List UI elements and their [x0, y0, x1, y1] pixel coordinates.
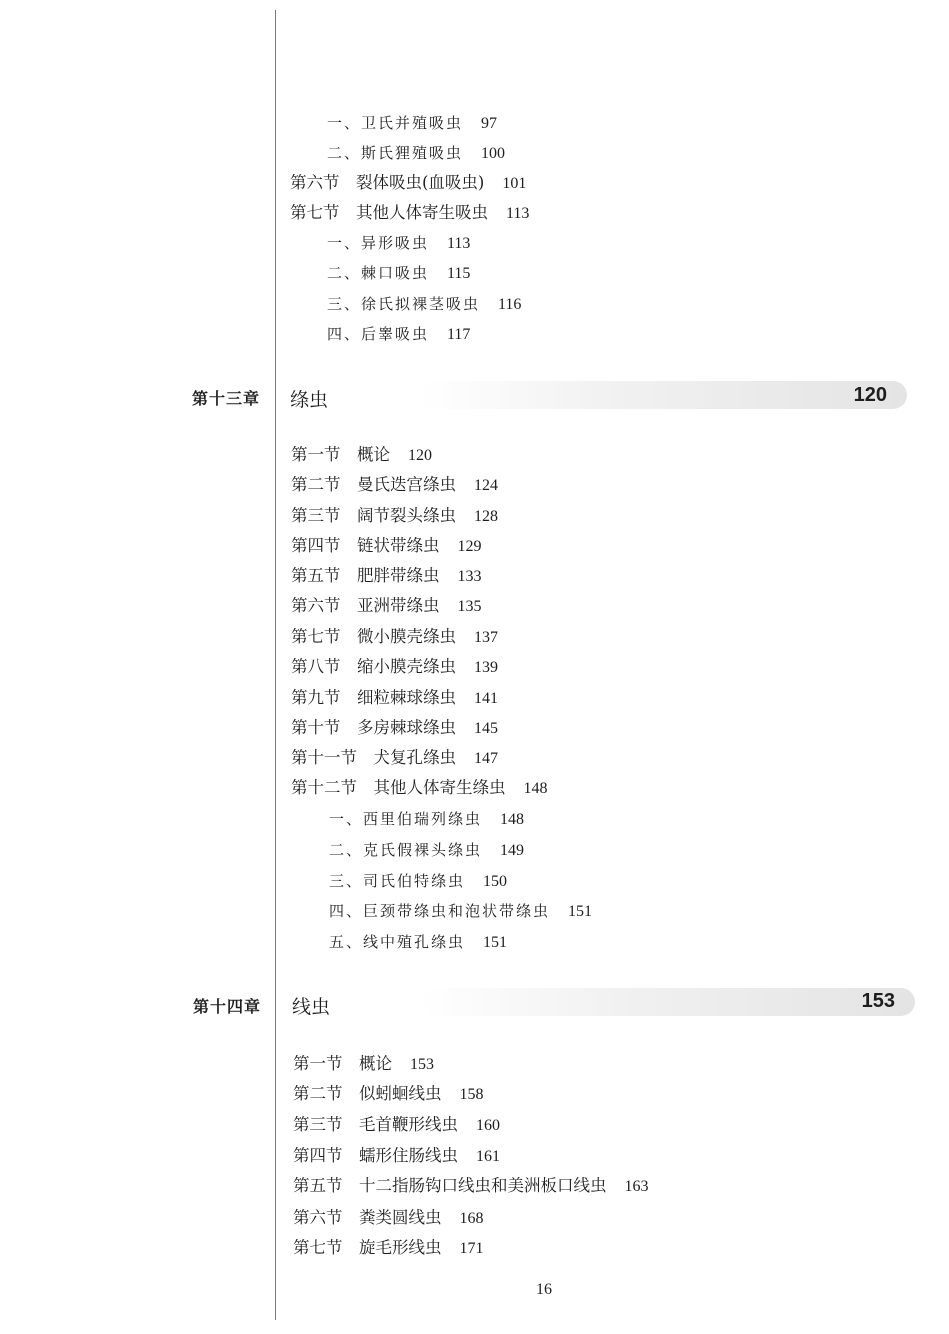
entry-title: 第六节 亚洲带绦虫 [291, 596, 440, 615]
toc-entry[interactable] [329, 871, 507, 892]
entry-page: 171 [459, 1240, 484, 1257]
entry-page: 150 [483, 873, 508, 890]
entry-title: 第四节 链状带绦虫 [291, 536, 440, 555]
entry-page: 161 [476, 1148, 500, 1165]
entry-page: 128 [474, 508, 498, 525]
entry-page: 113 [506, 205, 530, 222]
entry-title: 第八节 缩小膜壳绦虫 [291, 657, 456, 676]
toc-entry[interactable] [290, 173, 526, 194]
toc-entry[interactable] [327, 233, 470, 254]
entry-title: 二、棘口吸虫 [327, 264, 430, 282]
entry-title: 第七节 微小膜壳绦虫 [291, 627, 456, 646]
entry-page: 120 [408, 447, 432, 464]
toc-entry[interactable] [291, 627, 498, 648]
toc-entry[interactable] [327, 263, 470, 284]
toc-entry[interactable] [291, 566, 482, 587]
entry-page: 101 [502, 175, 527, 192]
entry-title: 第九节 细粒棘球绦虫 [291, 688, 456, 707]
chapter-title: 绦虫 [290, 389, 329, 411]
toc-entry[interactable] [291, 506, 498, 527]
toc-entry[interactable] [291, 536, 482, 557]
toc-entry[interactable] [291, 778, 548, 799]
toc-entry[interactable] [293, 1176, 649, 1197]
entry-title: 第六节 粪类圆线虫 [293, 1208, 442, 1227]
chapter-page: 120 [853, 384, 887, 406]
entry-title: 一、西里伯瑞列绦虫 [329, 810, 483, 828]
entry-page: 139 [474, 659, 498, 676]
entry-page: 148 [523, 780, 548, 797]
margin-rule [275, 10, 276, 1320]
toc-entry[interactable] [291, 657, 498, 678]
entry-title: 第十节 多房棘球绦虫 [291, 718, 456, 737]
toc-entry[interactable] [293, 1084, 484, 1105]
entry-page: 141 [474, 690, 498, 707]
entry-page: 117 [447, 326, 471, 343]
toc-entry[interactable] [327, 143, 505, 164]
toc-entry[interactable] [291, 748, 498, 769]
entry-page: 129 [457, 538, 482, 555]
entry-title: 二、克氏假裸头绦虫 [329, 841, 483, 859]
toc-entry[interactable] [327, 113, 497, 134]
entry-page: 158 [459, 1086, 484, 1103]
entry-page: 116 [498, 296, 522, 313]
entry-title: 三、司氏伯特绦虫 [329, 872, 466, 890]
entry-page: 151 [483, 934, 508, 951]
entry-title: 四、后睾吸虫 [327, 325, 430, 343]
toc-entry[interactable] [291, 596, 482, 617]
toc-entry[interactable] [329, 932, 507, 953]
toc-entry[interactable] [293, 1054, 434, 1075]
entry-title: 第七节 旋毛形线虫 [293, 1238, 442, 1257]
toc-entry[interactable] [293, 1115, 500, 1136]
entry-title: 第二节 曼氏迭宫绦虫 [291, 475, 456, 494]
entry-title: 第三节 毛首鞭形线虫 [293, 1115, 458, 1134]
entry-page: 97 [481, 115, 498, 132]
entry-title: 第十一节 犬复孔绦虫 [291, 748, 456, 767]
entry-page: 153 [410, 1056, 434, 1073]
toc-entry[interactable] [329, 840, 524, 861]
entry-page: 145 [474, 720, 498, 737]
entry-title: 第五节 肥胖带绦虫 [291, 566, 440, 585]
toc-entry[interactable] [291, 688, 498, 709]
entry-title: 四、巨颈带绦虫和泡状带绦虫 [329, 902, 551, 920]
entry-page: 149 [500, 842, 525, 859]
toc-entry[interactable] [329, 901, 592, 922]
entry-page: 168 [459, 1210, 484, 1227]
chapter-label: 第十三章 [192, 389, 261, 408]
toc-entry[interactable] [293, 1238, 484, 1259]
entry-page: 133 [457, 568, 482, 585]
entry-title: 第四节 蠕形住肠线虫 [293, 1146, 458, 1165]
entry-title: 第二节 似蚓蛔线虫 [293, 1084, 442, 1103]
entry-title: 第一节 概论 [291, 445, 390, 464]
entry-page: 151 [568, 903, 593, 920]
entry-title: 第三节 阔节裂头绦虫 [291, 506, 456, 525]
toc-entry[interactable] [293, 1208, 484, 1229]
entry-page: 115 [447, 265, 471, 282]
toc-entry[interactable] [327, 324, 470, 345]
chapter-page: 153 [861, 990, 895, 1012]
toc-entry[interactable] [293, 1146, 500, 1167]
entry-page: 147 [474, 750, 498, 767]
entry-page: 124 [474, 477, 498, 494]
entry-title: 第六节 裂体吸虫(血吸虫) [290, 173, 485, 192]
entry-title: 第十二节 其他人体寄生绦虫 [291, 778, 506, 797]
entry-page: 100 [481, 145, 506, 162]
toc-entry[interactable] [329, 809, 524, 830]
entry-title: 二、斯氏狸殖吸虫 [327, 144, 464, 162]
entry-page: 148 [500, 811, 525, 828]
entry-title: 三、徐氏拟裸茎吸虫 [327, 295, 481, 313]
entry-page: 160 [476, 1117, 500, 1134]
entry-title: 第七节 其他人体寄生吸虫 [290, 203, 488, 222]
entry-page: 113 [447, 235, 471, 252]
chapter-title: 线虫 [292, 996, 331, 1018]
toc-entry[interactable] [291, 475, 498, 496]
entry-title: 一、异形吸虫 [327, 234, 430, 252]
toc-entry[interactable] [327, 294, 521, 315]
entry-title: 第五节 十二指肠钩口线虫和美洲板口线虫 [293, 1176, 607, 1195]
entry-title: 第一节 概论 [293, 1054, 392, 1073]
entry-title: 一、卫氏并殖吸虫 [327, 114, 464, 132]
toc-entry[interactable] [290, 203, 529, 224]
chapter-label: 第十四章 [193, 997, 262, 1016]
entry-title: 五、线中殖孔绦虫 [329, 933, 466, 951]
entry-page: 135 [457, 598, 482, 615]
toc-entry[interactable] [291, 445, 432, 466]
page-number: 16 [536, 1281, 552, 1298]
toc-entry[interactable] [291, 718, 498, 739]
entry-page: 137 [474, 629, 498, 646]
entry-page: 163 [624, 1178, 649, 1195]
